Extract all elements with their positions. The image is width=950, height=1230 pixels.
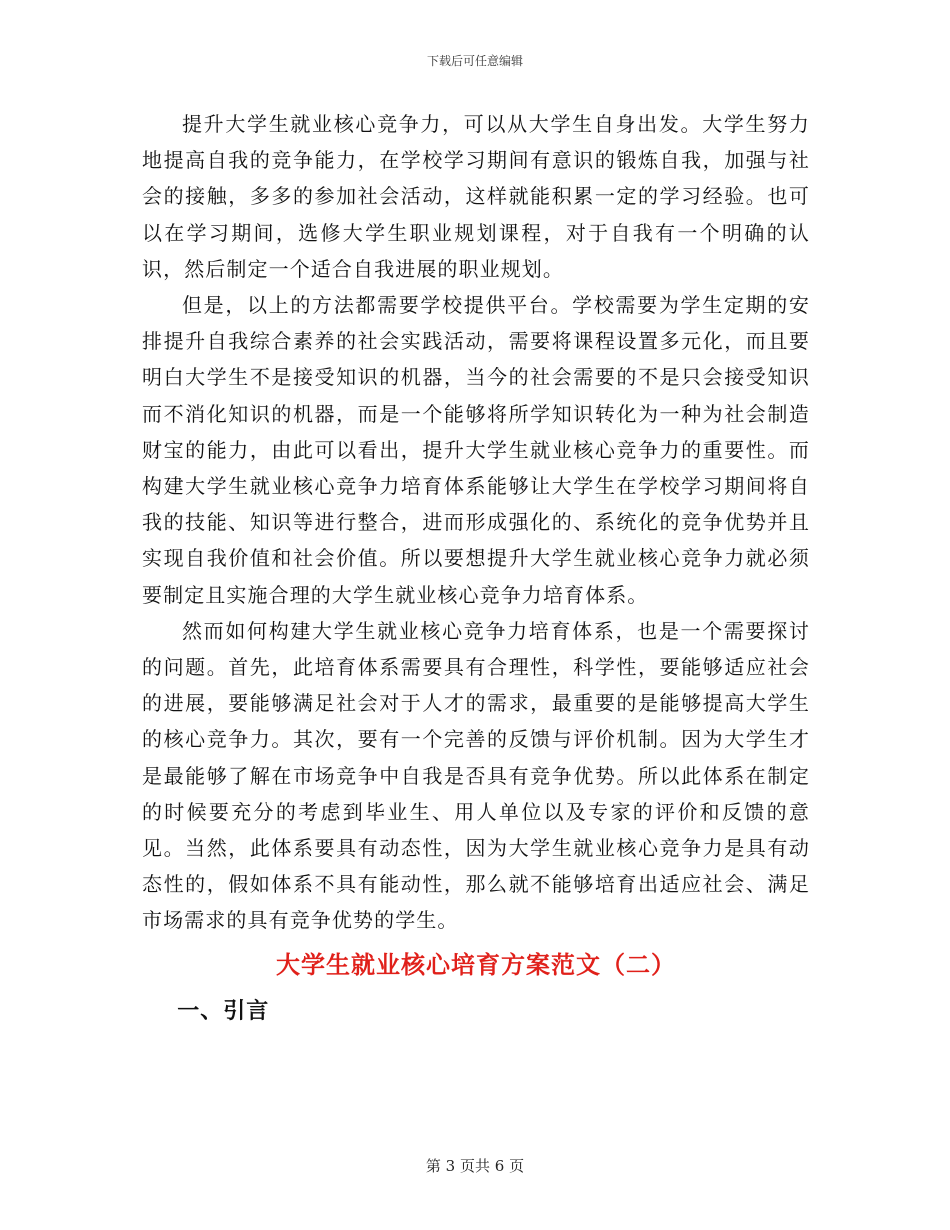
- document-body: [142, 106, 810, 1031]
- page-header-note: 下载后可任意编辑: [426, 54, 523, 68]
- subheading-introduction: 一、引言: [177, 997, 270, 1024]
- section-title: 大学生就业核心培育方案范文（二）: [276, 949, 676, 979]
- paragraph-1: 提升大学生就业核心竞争力，可以从大学生自身出发。大学生努力地提高自我的竞争能力，在学校学习期间有意识的锻炼自我，加强与社会的接触，多多的参加社会活动，这样就能积累一定的学习经验。也可以在学习期间，选修大学生职业规划课程，对于自我有一个明确的认识，然后制定一个适合自我进展的职业规划。: [142, 112, 810, 281]
- page-number: 第 3 页共 6 页: [425, 1157, 525, 1175]
- paragraph-2: 但是，以上的方法都需要学校提供平台。学校需要为学生定期的安排提升自我综合素养的社会实践活动，需要将课程设置多元化，而且要明白大学生不是接受知识的机器，当今的社会需要的不是只会接受知识而不消化知识的机器，而是一个能够将所学知识转化为一种为社会制造财宝的能力，由此可以看出，提升大学生就业核心竞争力的重要性。而构建大学生就业核心竞争力培育体系能够让大学生在学校学习期间将自我的技能、知识等进行整合，进而形成强化的、系统化的竞争优势并且实现自我价值和社会价值。所以要想提升大学生就业核心竞争力就必须要制定且实施合理的大学生就业核心竞争力培育体系。: [142, 293, 810, 607]
- paragraph-3: 然而如何构建大学生就业核心竞争力培育体系，也是一个需要探讨的问题。首先，此培育体系需要具有合理性，科学性，要能够适应社会的进展，要能够满足社会对于人才的需求，最重要的是能够提高大学生的核心竞争力。其次，要有一个完善的反馈与评价机制。因为大学生才是最能够了解在市场竞争中自我是否具有竞争优势。所以此体系在制定的时候要充分的考虑到毕业生、用人单位以及专家的评价和反馈的意见。当然，此体系要具有动态性，因为大学生就业核心竞争力是具有动态性的，假如体系不具有能动性，那么就不能够培育出适应社会、满足市场需求的具有竞争优势的学生。: [142, 618, 810, 933]
